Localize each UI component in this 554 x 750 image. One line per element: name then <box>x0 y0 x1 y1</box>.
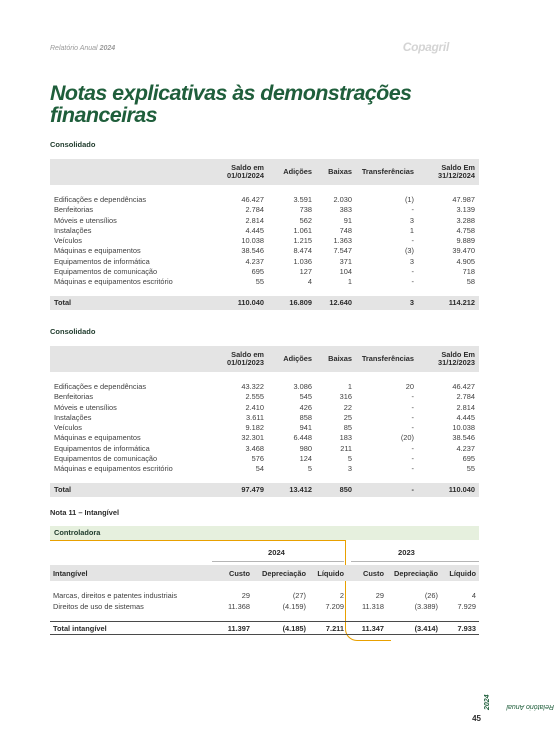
table-cell: - <box>411 392 414 402</box>
table-cell: 91 <box>343 215 352 225</box>
table-cell: 124 <box>299 454 312 464</box>
table-cell: 3 <box>409 215 414 225</box>
table2-header-cell: Adições <box>268 346 316 372</box>
table-cell: 6.448 <box>293 433 312 443</box>
table-cell: 114.212 <box>418 296 479 310</box>
table-cell: 4.237 <box>245 256 264 266</box>
table-row <box>50 216 479 226</box>
table-cell: 2.814 <box>456 402 475 412</box>
table1-caption: Consolidado <box>50 140 96 149</box>
table-cell: Instalações <box>54 225 92 235</box>
table2-header-cell: Baixas <box>316 346 356 372</box>
table-cell: 5 <box>307 464 312 474</box>
table-row <box>50 601 479 612</box>
table2-header-row <box>50 346 479 372</box>
intangible-header-cell: Líquido <box>441 565 479 581</box>
table-cell: 3 <box>409 256 414 266</box>
table-row <box>50 277 479 287</box>
table-cell: 39.470 <box>452 246 475 256</box>
table-cell: Móveis e utensílios <box>54 215 117 225</box>
table-cell: 738 <box>299 205 312 215</box>
table-cell: 545 <box>299 392 312 402</box>
table-cell: (20) <box>400 433 414 443</box>
table1-header-cell <box>50 159 212 185</box>
table2-header-cell: Transferências <box>356 346 418 372</box>
table-cell: 718 <box>462 267 475 277</box>
table1-header-cell: Transferências <box>356 159 418 185</box>
table-cell: Equipamentos de informática <box>54 256 150 266</box>
table-cell: 850 <box>316 483 356 497</box>
section-bar <box>50 526 479 540</box>
table-cell: Benfeitorias <box>54 205 94 215</box>
intangible-header-cell: Depreciação <box>387 565 441 581</box>
table-row <box>50 246 479 256</box>
table-cell: 383 <box>339 205 352 215</box>
table-cell: 1.061 <box>293 225 312 235</box>
table-cell: 2 <box>339 591 344 600</box>
table-cell: Equipamentos de comunicação <box>54 454 158 464</box>
year-header-2024: 2024 <box>268 548 285 557</box>
table-cell: 3.139 <box>456 205 475 215</box>
table-cell: 2.784 <box>245 205 264 215</box>
table-cell: 20 <box>405 382 414 391</box>
table-cell: 316 <box>339 392 352 402</box>
table-cell: 2.030 <box>333 195 352 204</box>
table-cell: Máquinas e equipamentos escritório <box>54 277 173 287</box>
table-cell: Direitos de uso de sistemas <box>53 602 144 611</box>
table-cell: 11.397 <box>211 622 253 635</box>
table-cell: 97.479 <box>212 483 268 497</box>
table-cell: 7.211 <box>309 622 347 635</box>
table-cell: 2.814 <box>245 215 264 225</box>
table-cell: 11.347 <box>347 622 387 635</box>
table-cell: 104 <box>339 267 352 277</box>
table-cell: 1.363 <box>333 236 352 246</box>
table2-header-cell: Saldo em 01/01/2023 <box>212 346 268 372</box>
table-cell: 4.445 <box>245 225 264 235</box>
table-cell: 4 <box>307 277 312 287</box>
year-underline <box>351 561 479 562</box>
table2-header-cell <box>50 346 212 372</box>
table-cell: (3) <box>404 246 414 256</box>
table-cell: 29 <box>241 591 250 600</box>
table-cell: 7.209 <box>325 602 344 611</box>
table-cell: 32.301 <box>241 433 264 443</box>
table-row <box>50 464 479 474</box>
intangible-header-cell: Custo <box>211 565 253 581</box>
table-cell: - <box>411 277 414 287</box>
table-row <box>50 423 479 433</box>
table-cell: - <box>411 267 414 277</box>
intangible-header-cell: Custo <box>347 565 387 581</box>
table-cell: 980 <box>299 443 312 453</box>
table-cell: - <box>356 483 418 497</box>
table-cell: 8.474 <box>293 246 312 256</box>
table-cell: - <box>411 454 414 464</box>
table-cell: 562 <box>299 215 312 225</box>
table-cell: 54 <box>255 464 264 474</box>
table-cell: 43.322 <box>241 382 264 391</box>
table-cell: 10.038 <box>241 236 264 246</box>
table-cell: 38.546 <box>241 246 264 256</box>
table-cell: 4.905 <box>456 256 475 266</box>
table-cell: (3.389) <box>414 602 438 611</box>
table2-caption: Consolidado <box>50 327 96 336</box>
table-cell: Máquinas e equipamentos <box>54 246 141 256</box>
orange-bracket-top <box>50 540 346 541</box>
table-cell: 7.933 <box>441 622 479 635</box>
table-row <box>50 444 479 454</box>
table-row <box>50 413 479 423</box>
table-row <box>50 195 479 205</box>
table-cell: 4 <box>471 591 476 600</box>
table-cell: Equipamentos de informática <box>54 443 150 453</box>
table-cell: Marcas, direitos e patentes industriais <box>53 591 178 600</box>
year-header-2023: 2023 <box>398 548 415 557</box>
table-cell: Total intangível <box>50 622 211 635</box>
table-cell: 183 <box>339 433 352 443</box>
table-cell: 4.758 <box>456 225 475 235</box>
table-cell: 1 <box>347 277 352 287</box>
table2 <box>50 346 479 497</box>
table-cell: 858 <box>299 412 312 422</box>
table-cell: 11.368 <box>227 602 250 611</box>
table-cell: 426 <box>299 402 312 412</box>
table-row <box>50 267 479 277</box>
table-cell: 46.427 <box>241 195 264 204</box>
table2-total-row <box>50 483 479 497</box>
table-cell: 371 <box>339 256 352 266</box>
table-cell: 1.036 <box>293 256 312 266</box>
table-cell: 3.086 <box>293 382 312 391</box>
table-cell: 695 <box>462 454 475 464</box>
table-cell: 3.591 <box>293 195 312 204</box>
intangible-header-cell: Depreciação <box>253 565 309 581</box>
table-cell: Total <box>50 296 212 310</box>
table1-header-cell: Saldo Em 31/12/2024 <box>418 159 479 185</box>
table-cell: 38.546 <box>452 433 475 443</box>
table-cell: Total <box>50 483 212 497</box>
table-cell: 29 <box>375 591 384 600</box>
table-cell: 7.929 <box>457 602 476 611</box>
table-cell: Veículos <box>54 423 82 433</box>
table-cell: 3 <box>347 464 352 474</box>
table-cell: 58 <box>466 277 475 287</box>
table-cell: 12.640 <box>316 296 356 310</box>
table-cell: (27) <box>292 591 306 600</box>
table-cell: 7.547 <box>333 246 352 256</box>
table-cell: Edificações e dependências <box>54 195 147 204</box>
intangible-header-cell: Intangível <box>50 565 211 581</box>
table-cell: (3.414) <box>387 622 441 635</box>
table-row <box>50 382 479 392</box>
table1-header-cell: Adições <box>268 159 316 185</box>
table-cell: 2.555 <box>245 392 264 402</box>
table-row <box>50 403 479 413</box>
table-cell: 3.288 <box>456 215 475 225</box>
table-cell: Máquinas e equipamentos escritório <box>54 464 173 474</box>
table1-header-row <box>50 159 479 185</box>
table-row <box>50 205 479 215</box>
table-cell: Equipamentos de comunicação <box>54 267 158 277</box>
intangible-table <box>50 565 479 635</box>
table-cell: (26) <box>424 591 438 600</box>
table-cell: 3.611 <box>246 412 264 422</box>
table-cell: 4.237 <box>456 443 475 453</box>
nota11-title: Nota 11 – Intangível <box>50 508 120 517</box>
table-cell: - <box>411 423 414 433</box>
report-label: Relatório Anual 2024 <box>50 45 116 52</box>
table-cell: 110.040 <box>418 483 479 497</box>
table-cell: Edificações e dependências <box>54 382 147 391</box>
table-cell: 1 <box>409 225 414 235</box>
table1-total-row <box>50 296 479 310</box>
year-underline <box>212 561 344 562</box>
table-cell: 110.040 <box>212 296 268 310</box>
intangible-total-row <box>50 622 479 635</box>
table1-header-cell: Saldo em 01/01/2024 <box>212 159 268 185</box>
table-cell: 9.889 <box>456 236 475 246</box>
table-row <box>50 236 479 246</box>
table-cell: 85 <box>343 423 352 433</box>
page-number: 45 <box>472 714 481 723</box>
table-cell: - <box>411 402 414 412</box>
table-cell: Máquinas e equipamentos <box>54 433 141 443</box>
section-label: Controladora <box>54 528 101 537</box>
table-cell: (4.185) <box>253 622 309 635</box>
table-cell: 9.182 <box>245 423 264 433</box>
table-cell: - <box>411 443 414 453</box>
table-cell: 1.215 <box>293 236 312 246</box>
table-cell: 55 <box>466 464 475 474</box>
table-cell: 748 <box>339 225 352 235</box>
table-cell: (1) <box>404 195 414 204</box>
table-cell: 5 <box>347 454 352 464</box>
table-cell: Benfeitorias <box>54 392 94 402</box>
table-cell: 2.784 <box>456 392 475 402</box>
table-cell: 4.445 <box>456 412 475 422</box>
table-row <box>50 226 479 236</box>
table-cell: Móveis e utensílios <box>54 402 117 412</box>
table-cell: - <box>411 205 414 215</box>
side-report-label: Relatório Anual 2024 <box>484 694 554 710</box>
table-cell: 16.809 <box>268 296 316 310</box>
table-cell: 47.987 <box>452 195 475 204</box>
table-cell: - <box>411 236 414 246</box>
table1-header-cell: Baixas <box>316 159 356 185</box>
page-title: Notas explicativas às demonstrações financeiras <box>50 81 412 127</box>
table-cell: 2.410 <box>245 402 264 412</box>
table-cell: - <box>411 412 414 422</box>
table-cell: 3.468 <box>245 443 264 453</box>
intangible-header-row <box>50 565 479 581</box>
table-cell: 22 <box>343 402 352 412</box>
table-cell: 941 <box>299 423 312 433</box>
table-cell: Veículos <box>54 236 82 246</box>
intangible-header-cell: Líquido <box>309 565 347 581</box>
table-row <box>50 433 479 443</box>
table-cell: 25 <box>343 412 352 422</box>
table-cell: (4.159) <box>282 602 306 611</box>
table-row <box>50 590 479 601</box>
company-logo: Copagril <box>402 40 449 54</box>
table-cell: 55 <box>255 277 264 287</box>
table-cell: - <box>411 464 414 474</box>
table-cell: 46.427 <box>452 382 475 391</box>
table-cell: 576 <box>251 454 264 464</box>
table-cell: 1 <box>347 382 352 391</box>
table-cell: 11.318 <box>361 602 384 611</box>
table2-header-cell: Saldo Em 31/12/2023 <box>418 346 479 372</box>
table-cell: Instalações <box>54 412 92 422</box>
table-cell: 10.038 <box>452 423 475 433</box>
table-cell: 13.412 <box>268 483 316 497</box>
table1 <box>50 159 479 310</box>
table-row <box>50 392 479 402</box>
table-cell: 3 <box>356 296 418 310</box>
table-row <box>50 454 479 464</box>
table-cell: 211 <box>340 443 352 453</box>
table-cell: 127 <box>299 267 312 277</box>
table-cell: 695 <box>251 267 264 277</box>
table-row <box>50 257 479 267</box>
